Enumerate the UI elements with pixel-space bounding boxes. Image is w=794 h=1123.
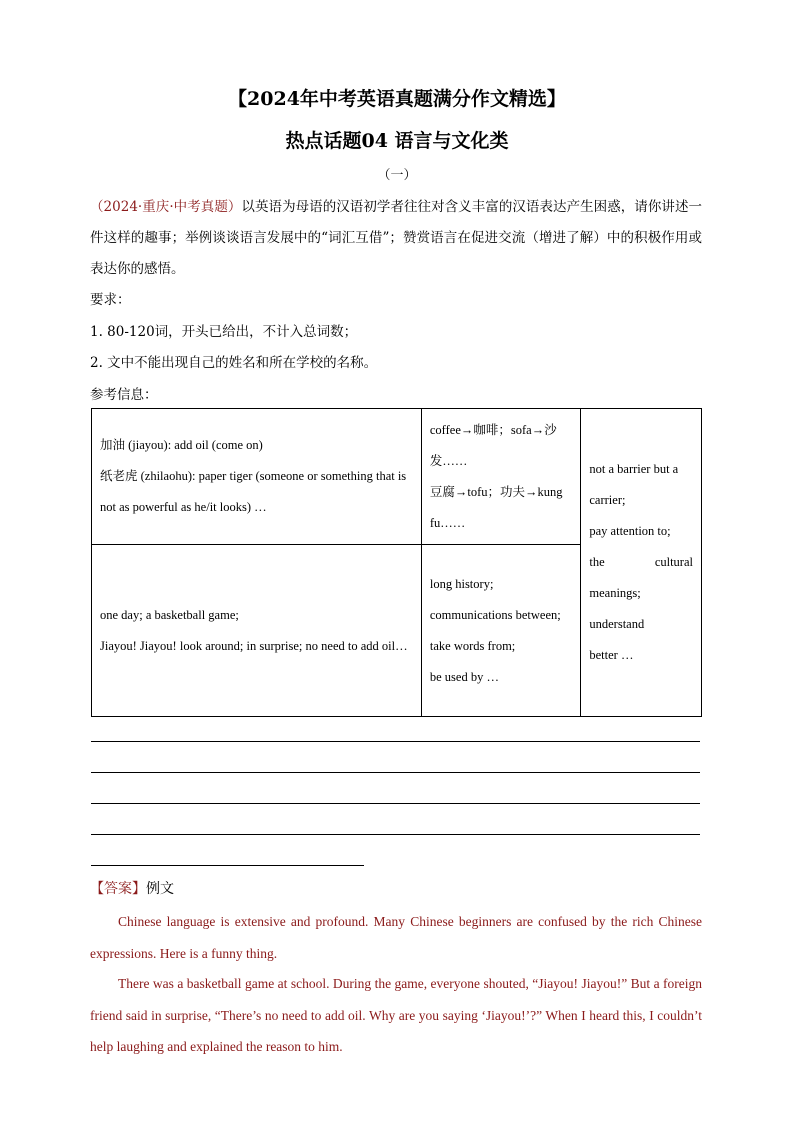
table-text: communications between; [429, 607, 561, 622]
table-cell [92, 409, 422, 545]
section-number: （一） [377, 168, 417, 183]
requirement-item: 1. 80-120词，开头已给出，不计入总词数； [90, 324, 358, 340]
table-cell [421, 545, 581, 717]
table-text: better … [589, 648, 634, 662]
writing-line [91, 803, 700, 804]
table-cell [421, 409, 581, 545]
writing-line [91, 865, 364, 866]
table-cell [92, 545, 422, 717]
requirement-item: 2. 文中不能出现自己的姓名和所在学校的名称。 [90, 355, 378, 371]
reference-table [91, 408, 702, 717]
writing-line [91, 772, 700, 773]
table-text: 豆腐→tofu；功夫→kung fu…… [429, 484, 563, 530]
topic-subtitle: 热点话题04 语言与文化类 [285, 130, 509, 152]
table-text: 纸老虎 (zhilaohu): paper tiger (someone or something that is not as powerful as he/it looks) … [100, 469, 407, 514]
writing-prompt [90, 192, 702, 285]
reference-label: 参考信息： [90, 387, 158, 403]
answer-paragraph: There was a basketball game at school. During the game, everyone shouted, “Jiayou! Jiayou!” But a foreign friend said in surprise, “There’s no need to add oil. Why are you saying ‘Jiayou!’?” When I heard this, I couldn’t help laughing and explained the reason to him. [90, 976, 702, 1054]
table-text: long history; [429, 576, 494, 591]
table-text: understand [589, 617, 645, 631]
table-text: Jiayou! Jiayou! look around; in surprise; no need to add oil… [100, 638, 408, 653]
writing-line [91, 834, 700, 835]
prompt-text: 以英语为母语的汉语初学者往往对含义丰富的汉语表达产生困惑，请你讲述一件这样的趣事；举例谈谈语言发展中的“词汇互借”；赞赏语言在促进交流（增进了解）中的积极作用或表达你的感悟。 [90, 199, 702, 277]
requirements-label: 要求： [90, 292, 131, 308]
answer-heading: 【答案】例文 [90, 881, 174, 897]
table-text: coffee→咖啡；sofa→沙发…… [429, 422, 557, 468]
answer-label: 答案 [104, 881, 132, 897]
table-text: be used by … [429, 669, 499, 684]
table-text: take words from; [429, 638, 516, 653]
table-text: pay attention to; [589, 524, 671, 538]
answer-example-label: 例文 [146, 881, 174, 897]
table-text: not a barrier but a carrier; [589, 462, 679, 507]
table-text: the cultural meanings; [589, 555, 693, 600]
table-cell [581, 409, 702, 717]
writing-line [91, 741, 700, 742]
answer-paragraph: Chinese language is extensive and profound. Many Chinese beginners are confused by the rich Chinese expressions. Here is a funny thing. [90, 914, 702, 961]
page-title: 【2024年中考英语真题满分作文精选】 [228, 88, 566, 110]
table-text: 加油 (jiayou): add oil (come on) [100, 438, 263, 452]
prompt-source: （2024·重庆·中考真题） [90, 199, 242, 215]
table-text: one day; a basketball game; [100, 607, 239, 622]
